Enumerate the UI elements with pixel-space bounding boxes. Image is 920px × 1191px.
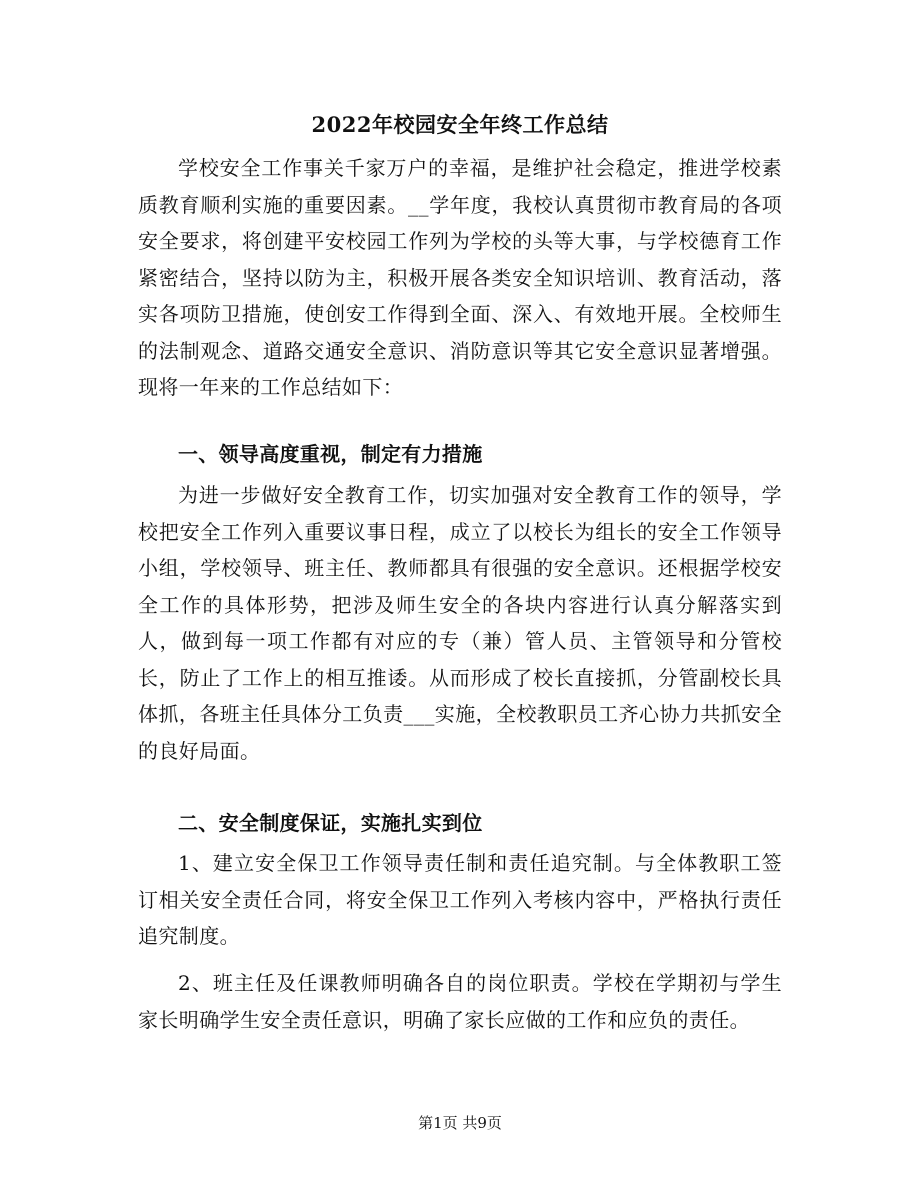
page-number-footer: 第1页 共9页: [418, 1114, 502, 1132]
section-heading-1: 一、领导高度重视，制定有力措施: [178, 442, 483, 466]
section-heading-2: 二、安全制度保证，实施扎实到位: [178, 811, 483, 835]
section-2-paragraph-2: 2、班主任及任课教师明确各自的岗位职责。学校在学期初与学生家长明确学生安全责任意识，明确了家长应做的工作和应负的责任。: [138, 971, 782, 1032]
section-1-paragraph: 为进一步做好安全教育工作，切实加强对安全教育工作的领导，学校把安全工作列入重要议事日程，成立了以校长为组长的安全工作领导小组，学校领导、班主任、教师都具有很强的安全意识。还根据学校安全工作的具体形势，把涉及师生安全的各块内容进行认真分解落实到人，做到每一项工作都有对应的专（兼）管人员、主管领导和分管校长，防止了工作上的相互推诿。从而形成了校长直接抓，分管副校长具体抓，各班主任具体分工负责___实施，全校教职员工齐心协力共抓安全的良好局面。: [138, 483, 782, 763]
section-2-item-2: [138, 965, 782, 1038]
section-2-item-1: [138, 845, 782, 955]
intro-section: [138, 150, 782, 406]
section-2-paragraph-1: 1、建立安全保卫工作领导责任制和责任追究制。与全体教职工签订相关安全责任合同，将安全保卫工作列入考核内容中，严格执行责任追究制度。: [138, 851, 782, 948]
section-1-body: [138, 477, 782, 769]
document-title: 2022年校园安全年终工作总结: [311, 112, 609, 137]
intro-paragraph: 学校安全工作事关千家万户的幸福，是维护社会稳定，推进学校素质教育顺利实施的重要因素。__学年度，我校认真贯彻市教育局的各项安全要求，将创建平安校园工作列为学校的头等大事，与学校德育工作紧密结合，坚持以防为主，积极开展各类安全知识培训、教育活动，落实各项防卫措施，使创安工作得到全面、深入、有效地开展。全校师生的法制观念、道路交通安全意识、消防意识等其它安全意识显著增强。现将一年来的工作总结如下：: [138, 156, 782, 399]
